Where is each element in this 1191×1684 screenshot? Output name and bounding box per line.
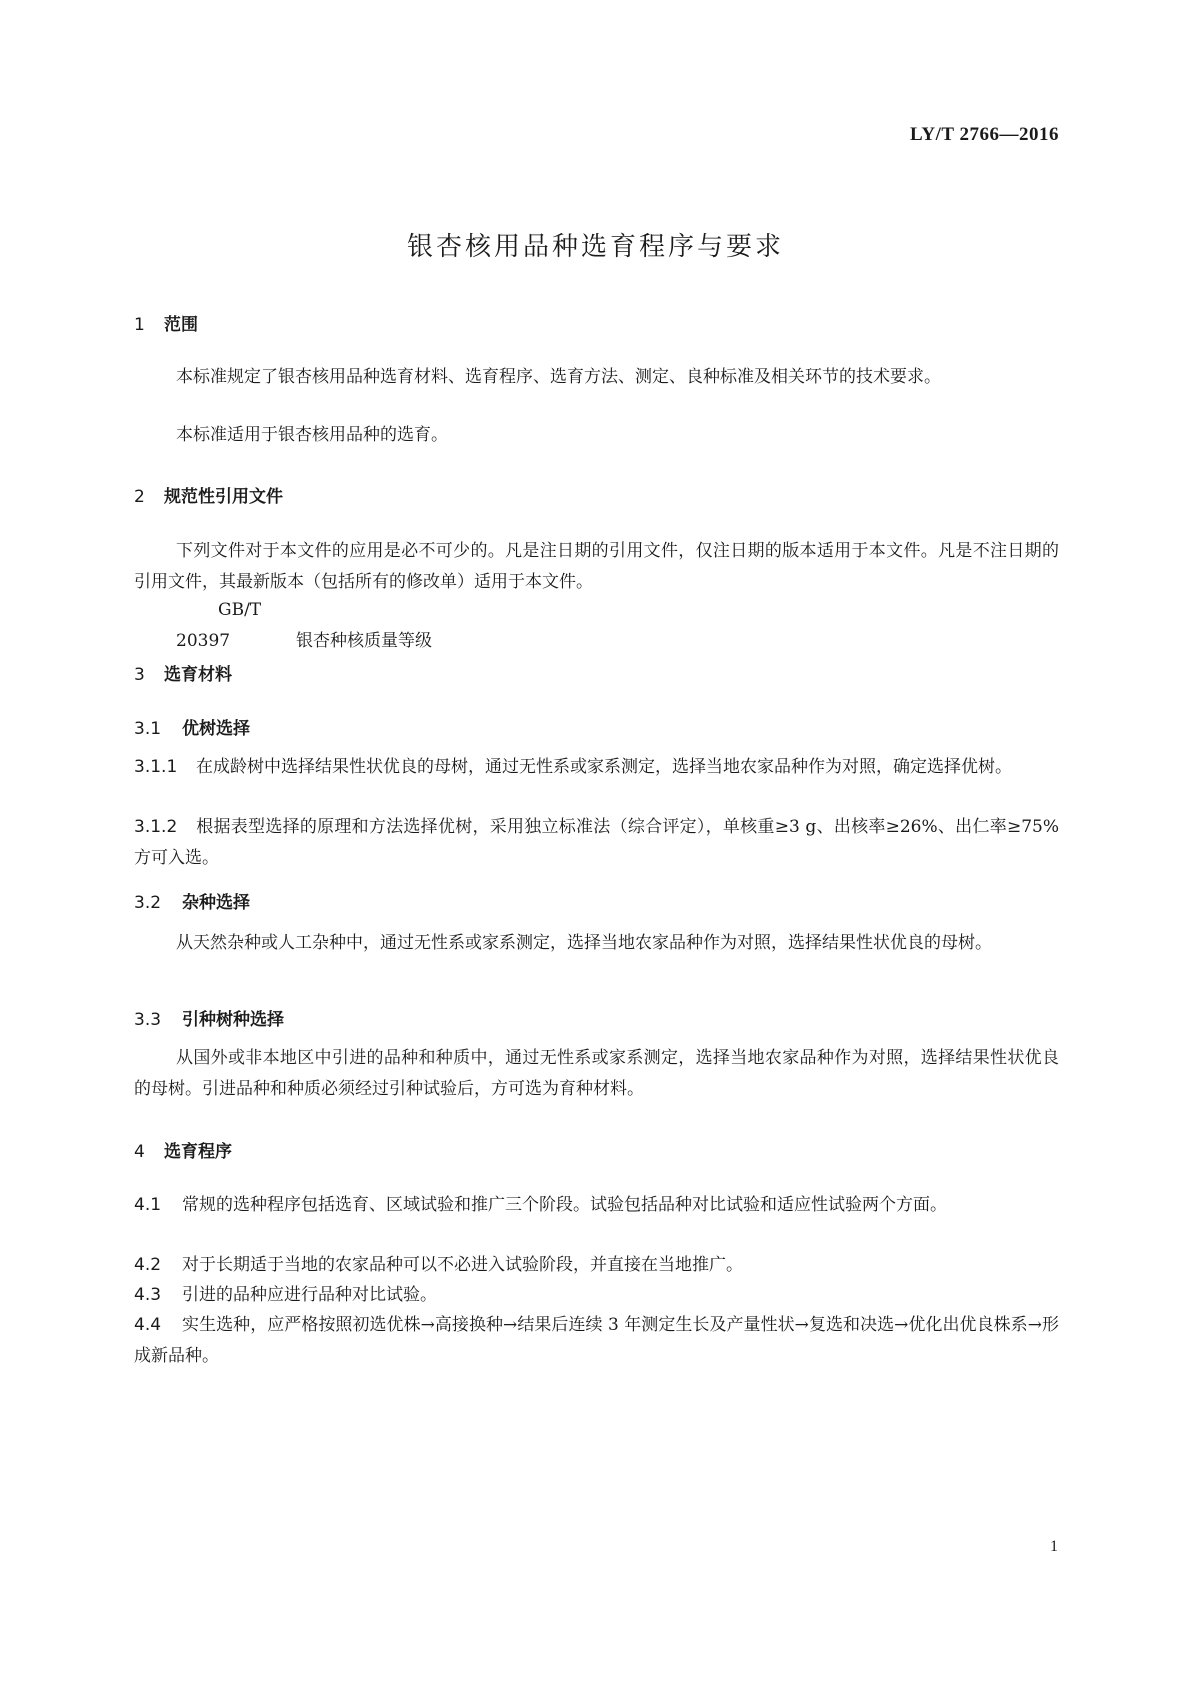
clause-text: 根据表型选择的原理和方法选择优树，采用独立标准法（综合评定），单核重≥3 g、出核率≥26%、出仁率≥75%方可入选。 [134,817,1059,868]
section-1-paragraph-1: 本标准规定了银杏核用品种选育材料、选育程序、选育方法、测定、良种标准及相关环节的技术要求。 [176,367,941,387]
section-1-heading [134,310,198,335]
section-number: 3 [134,665,145,685]
clause-3-1-1 [134,752,1059,783]
clause-number: 4.4 [134,1315,162,1335]
document-title: 银杏核用品种选育程序与要求 [406,232,784,262]
clause-text: 常规的选种程序包括选育、区域试验和推广三个阶段。试验包括品种对比试验和适应性试验两个方面。 [182,1195,947,1215]
section-number: 1 [134,315,145,335]
subsection-number: 3.3 [134,1010,162,1030]
clause-4-4 [134,1310,1059,1372]
section-4-heading [134,1137,232,1162]
clause-number: 4.1 [134,1195,162,1215]
clause-number: 3.1.1 [134,757,178,777]
subsection-number: 3.2 [134,893,162,913]
clause-4-2 [134,1250,1059,1281]
subsection-3-3-heading [134,1005,284,1030]
section-title: 范围 [164,315,198,335]
clause-number: 4.2 [134,1255,162,1275]
page-number: 1 [1050,1538,1058,1555]
clause-3-1-2 [134,812,1059,874]
subsection-number: 3.1 [134,719,162,739]
clause-number: 4.3 [134,1285,162,1305]
subsection-title: 引种树种选择 [182,1010,284,1030]
clause-text: 引进的品种应进行品种对比试验。 [182,1285,437,1305]
subsection-3-3-paragraph: 从国外或非本地区中引进的品种和种质中，通过无性系或家系测定，选择当地农家品种作为对照，选择结果性状优良的母树。引进品种和种质必须经过引种试验后，方可选为育种材料。 [134,1048,1059,1099]
clause-number: 3.1.2 [134,817,178,837]
subsection-title: 杂种选择 [182,893,250,913]
clause-text: 实生选种，应严格按照初选优株→高接换种→结果后连续 3 年测定生长及产量性状→复选和决选→优化出优良株系→形成新品种。 [134,1315,1059,1366]
subsection-3-2-paragraph: 从天然杂种或人工杂种中，通过无性系或家系测定，选择当地农家品种作为对照，选择结果性状优良的母树。 [176,933,992,953]
clause-text: 在成龄树中选择结果性状优良的母树，通过无性系或家系测定，选择当地农家品种作为对照，确定选择优树。 [196,757,1012,777]
section-2-paragraph-1: 下列文件对于本文件的应用是必不可少的。凡是注日期的引用文件，仅注日期的版本适用于本文件。凡是不注日期的引用文件，其最新版本（包括所有的修改单）适用于本文件。 [134,541,1059,592]
clause-text: 对于长期适于当地的农家品种可以不必进入试验阶段，并直接在当地推广。 [182,1255,743,1275]
subsection-3-2-heading [134,888,250,913]
clause-4-3 [134,1280,1059,1311]
reference-title: 银杏种核质量等级 [296,631,432,651]
standard-code: LY/T 2766—2016 [909,124,1059,145]
section-title: 选育材料 [164,665,232,685]
section-number: 2 [134,487,145,507]
section-3-heading [134,660,232,685]
normative-reference [134,595,1059,657]
section-number: 4 [134,1142,145,1162]
section-title: 选育程序 [164,1142,232,1162]
subsection-title: 优树选择 [182,719,250,739]
reference-code: GB/T 20397 [176,600,262,651]
section-1-paragraph-2: 本标准适用于银杏核用品种的选育。 [176,425,448,445]
clause-4-1 [134,1190,1059,1221]
section-2-heading [134,482,283,507]
section-title: 规范性引用文件 [164,487,283,507]
subsection-3-1-heading [134,714,250,739]
